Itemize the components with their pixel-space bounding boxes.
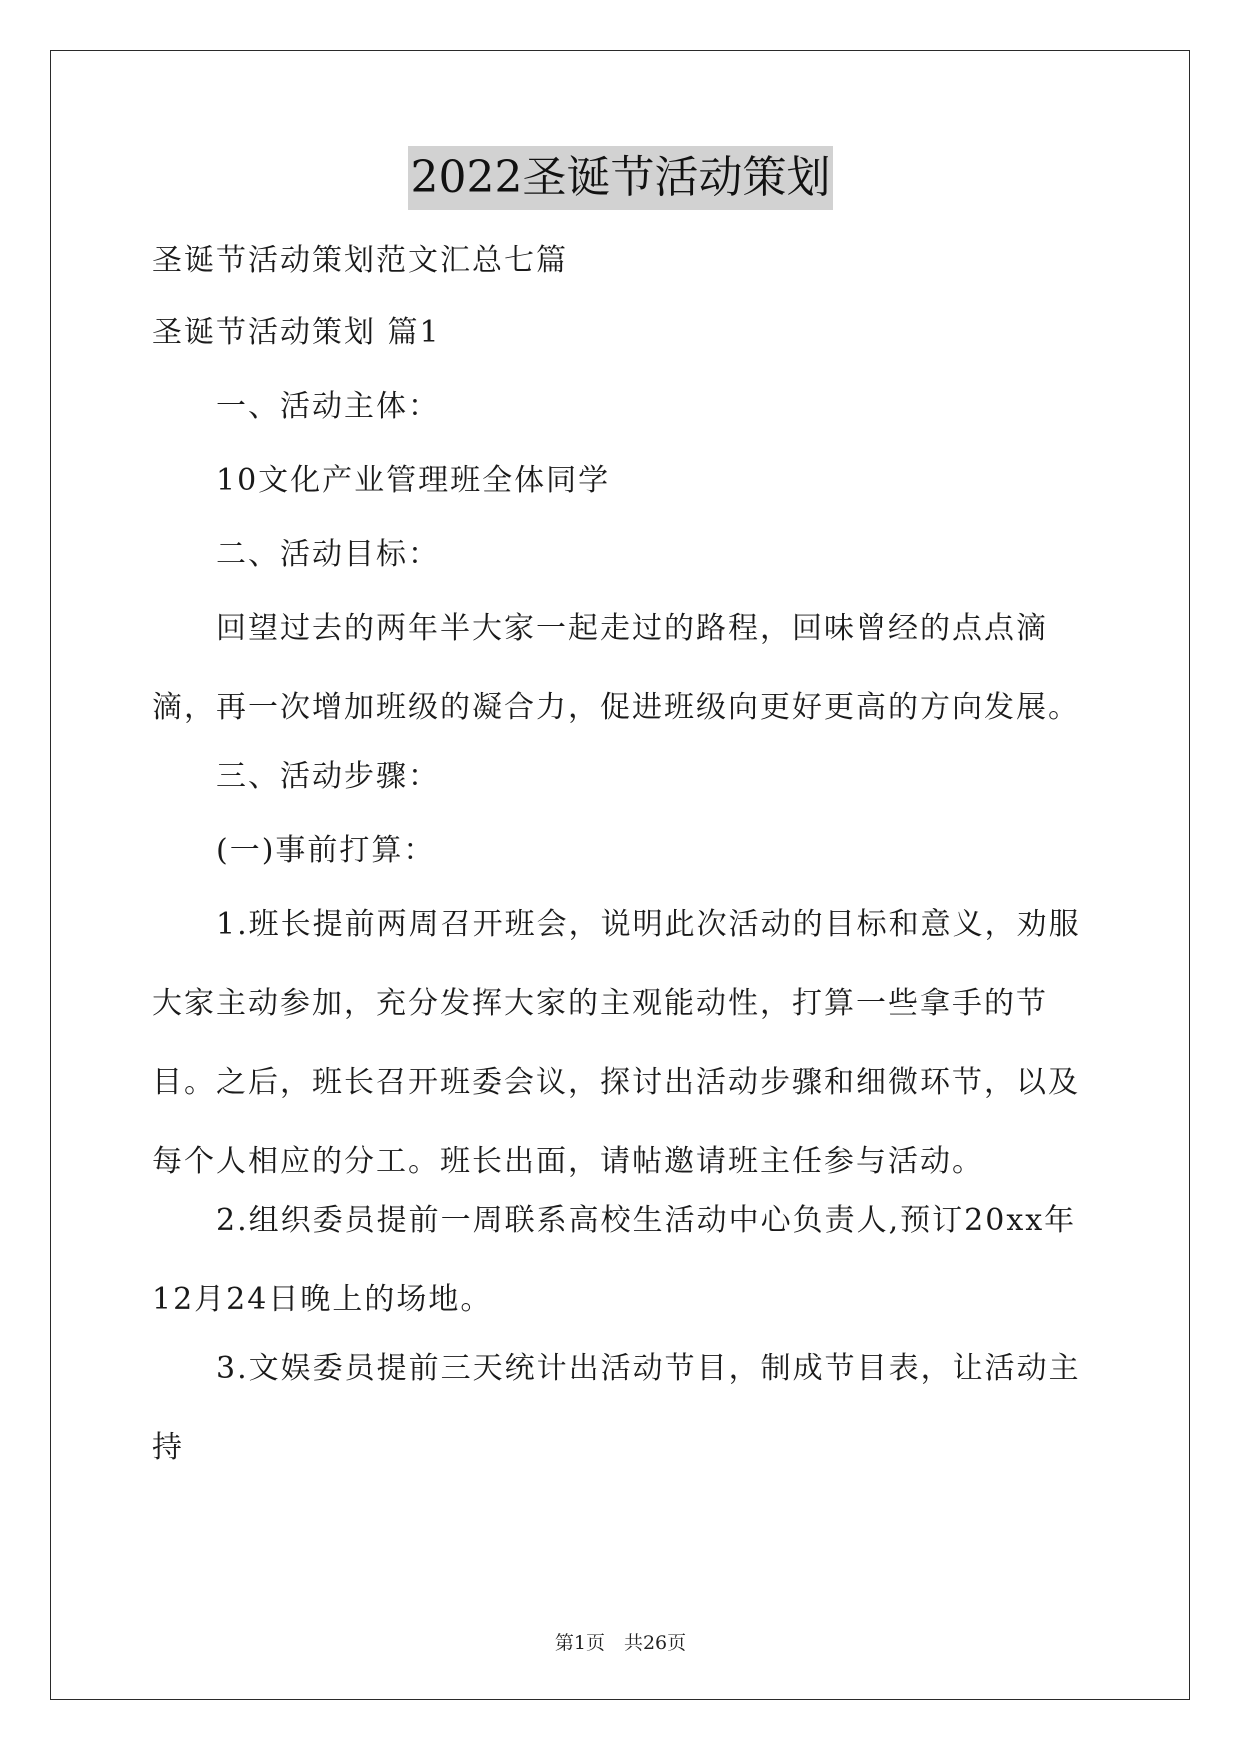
paragraph: 回望过去的两年半大家一起走过的路程，回味曾经的点点滴滴，再一次增加班级的凝合力，促进班级向更好更高的方向发展。 xyxy=(152,611,1080,725)
paragraph: (一)事前打算： xyxy=(152,833,436,868)
paragraph: 3.文娱委员提前三天统计出活动节目，制成节目表，让活动主持 xyxy=(152,1351,1081,1465)
page-number: 第1页 共26页 xyxy=(554,1632,687,1654)
paragraph: 三、活动步骤： xyxy=(152,759,440,794)
paragraph: 10文化产业管理班全体同学 xyxy=(152,463,611,498)
paragraph: 圣诞节活动策划 篇1 xyxy=(152,315,441,350)
paragraph: 一、活动主体： xyxy=(152,389,440,424)
title-container xyxy=(0,146,1241,210)
paragraph: 1.班长提前两周召开班会，说明此次活动的目标和意义，劝服大家主动参加，充分发挥大家的主观能动性，打算一些拿手的节目。之后，班长召开班委会议，探讨出活动步骤和细微环节，以及每个人相应的分工。班长出面，请帖邀请班主任参与活动。 xyxy=(152,907,1081,1179)
document-title: 2022圣诞节活动策划 xyxy=(408,146,834,210)
paragraph: 2.组织委员提前一周联系高校生活动中心负责人,预订20xx年12月24日晚上的场地。 xyxy=(152,1203,1077,1317)
paragraph: 圣诞节活动策划范文汇总七篇 xyxy=(152,243,568,278)
paragraph: 二、活动目标： xyxy=(152,537,440,572)
